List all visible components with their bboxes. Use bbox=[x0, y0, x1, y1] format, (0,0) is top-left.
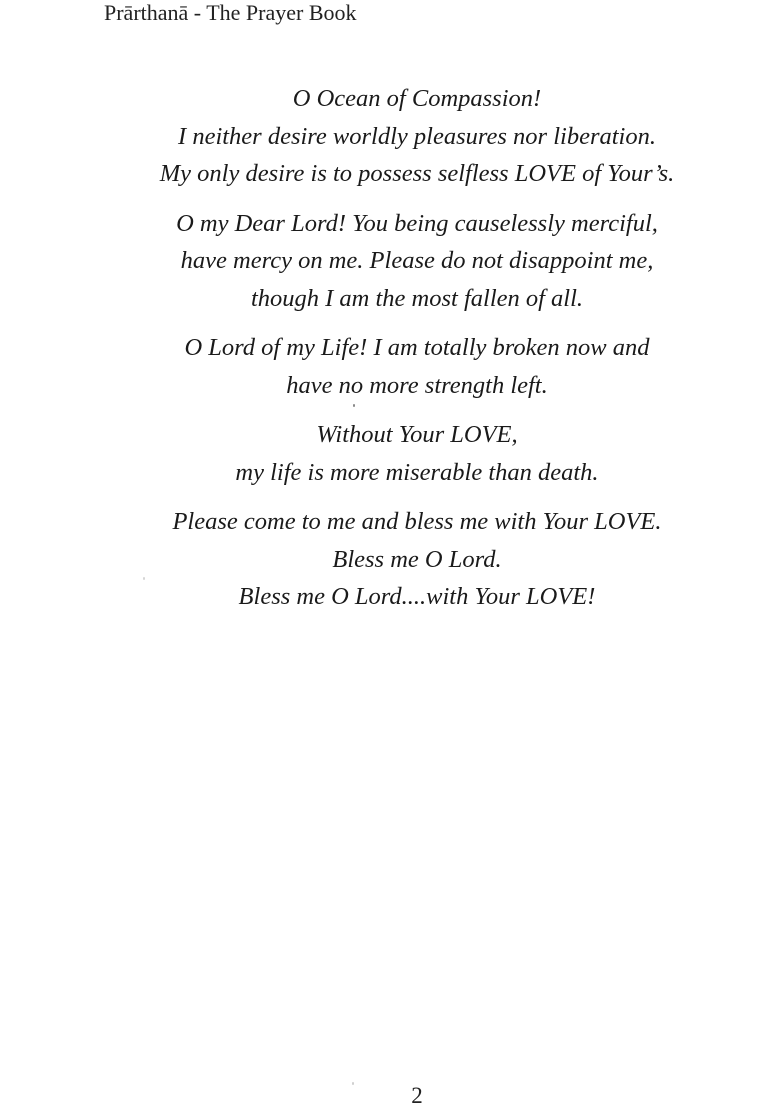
stanza bbox=[120, 80, 714, 193]
stanza bbox=[120, 329, 714, 404]
stanza bbox=[120, 416, 714, 491]
prayer-line: O my Dear Lord! You being causelessly merciful, bbox=[176, 209, 658, 237]
prayer-line: have mercy on me. Please do not disappoint me, bbox=[180, 247, 654, 274]
prayer-line: Without Your LOVE, bbox=[316, 421, 518, 448]
prayer-text bbox=[120, 80, 714, 628]
prayer-line: Please come to me and bless me with Your LOVE. bbox=[172, 508, 662, 535]
prayer-line: O Ocean of Compassion! bbox=[292, 85, 542, 112]
prayer-line: have no more strength left. bbox=[286, 371, 548, 399]
scan-speck bbox=[353, 404, 355, 407]
prayer-line: my life is more miserable than death. bbox=[235, 458, 599, 486]
stanza bbox=[120, 205, 714, 318]
prayer-line: O Lord of my Life! I am totally broken now and bbox=[184, 334, 650, 361]
prayer-line: My only desire is to possess selfless LOVE of Your’s. bbox=[159, 160, 675, 187]
prayer-line: though I am the most fallen of all. bbox=[250, 284, 584, 312]
prayer-line: Bless me O Lord. bbox=[332, 545, 502, 573]
prayer-line: I neither desire worldly pleasures nor liberation. bbox=[178, 122, 656, 150]
running-header: Prārthanā - The Prayer Book bbox=[104, 0, 357, 25]
page-number: 2 bbox=[411, 1083, 423, 1108]
scan-speck bbox=[143, 577, 145, 580]
prayer-line: Bless me O Lord....with Your LOVE! bbox=[238, 583, 596, 610]
stanza bbox=[120, 503, 714, 616]
